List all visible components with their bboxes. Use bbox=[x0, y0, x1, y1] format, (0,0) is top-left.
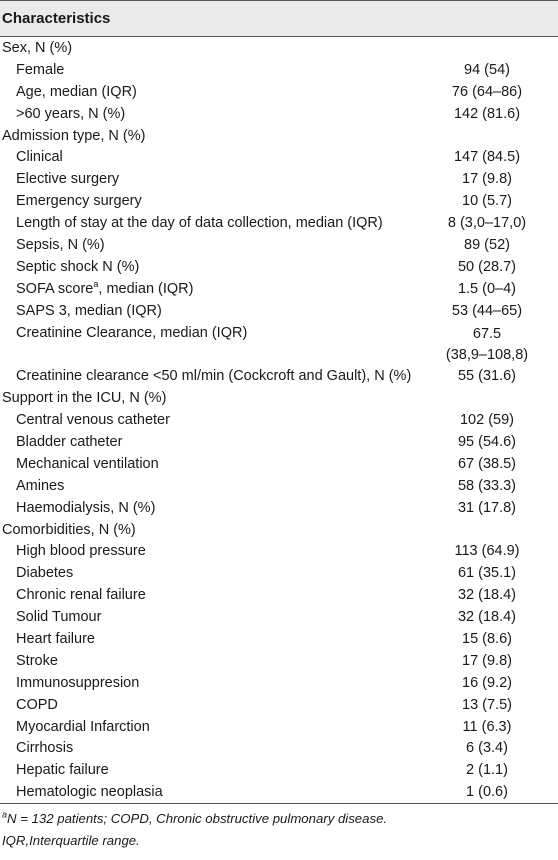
row-label-text: Solid Tumour bbox=[16, 609, 102, 626]
row-value-text: 17 (9.8) bbox=[462, 652, 512, 669]
row-label bbox=[2, 521, 136, 539]
row-label bbox=[2, 718, 150, 736]
row-label-text: Hepatic failure bbox=[16, 762, 109, 779]
row-value-text: 13 (7.5) bbox=[462, 696, 512, 713]
table-row bbox=[0, 322, 558, 366]
table-row bbox=[0, 475, 558, 497]
row-value bbox=[421, 652, 553, 670]
row-label-text: COPD bbox=[16, 696, 58, 713]
row-value bbox=[421, 433, 553, 451]
row-label bbox=[2, 477, 64, 495]
row-value bbox=[421, 630, 553, 648]
row-value bbox=[421, 499, 553, 517]
row-label bbox=[2, 783, 163, 801]
row-value-text: 61 (35.1) bbox=[457, 565, 517, 582]
row-value bbox=[421, 608, 553, 626]
row-value bbox=[421, 542, 553, 560]
row-value-text: 67 (38.5) bbox=[457, 455, 517, 472]
table-row bbox=[0, 278, 558, 300]
row-value-text: 94 (54) bbox=[464, 61, 510, 78]
row-label-text: SOFA score bbox=[16, 280, 94, 297]
row-value-text: 10 (5.7) bbox=[462, 193, 512, 210]
table-row bbox=[0, 409, 558, 431]
row-label-text: Septic shock N (%) bbox=[16, 258, 140, 275]
row-label-text: Emergency surgery bbox=[16, 193, 142, 210]
row-label bbox=[2, 586, 146, 604]
row-label-text: Myocardial Infarction bbox=[16, 718, 150, 735]
row-label-text: Bladder catheter bbox=[16, 433, 123, 450]
row-label-text: Heart failure bbox=[16, 631, 95, 647]
section-header-row bbox=[0, 387, 558, 409]
footnote-line-1 bbox=[2, 808, 556, 830]
row-label bbox=[2, 761, 109, 779]
row-label bbox=[2, 367, 411, 385]
row-value bbox=[421, 105, 553, 123]
table-row bbox=[0, 300, 558, 322]
footnote-text-1: N = 132 patients; COPD, Chronic obstructive pulmonary disease. bbox=[7, 811, 388, 827]
row-value bbox=[421, 564, 553, 582]
table-row bbox=[0, 672, 558, 694]
row-value-text: 32 (18.4) bbox=[457, 609, 517, 626]
row-label bbox=[2, 302, 162, 320]
row-label-text: Mechanical ventilation bbox=[16, 455, 159, 472]
row-value-text: 53 (44–65) bbox=[451, 302, 523, 319]
row-label bbox=[2, 83, 137, 101]
row-value-text: 67.5 bbox=[472, 325, 502, 342]
row-label-text: Sepsis, N (%) bbox=[16, 236, 105, 253]
row-label-text: Amines bbox=[16, 477, 65, 494]
table-header bbox=[0, 0, 558, 37]
row-value bbox=[421, 214, 553, 232]
table-row bbox=[0, 453, 558, 475]
row-label bbox=[2, 499, 155, 517]
row-value-text: 58 (33.3) bbox=[457, 477, 517, 494]
row-value-text: 6 (3.4) bbox=[466, 740, 508, 757]
row-value bbox=[421, 324, 553, 366]
row-label-text: Haemodialysis, N (%) bbox=[16, 499, 156, 516]
table-row bbox=[0, 716, 558, 738]
row-label-text: Elective surgery bbox=[16, 171, 120, 188]
table-row bbox=[0, 781, 558, 803]
table-row bbox=[0, 497, 558, 519]
row-value bbox=[421, 696, 553, 714]
row-label bbox=[2, 192, 142, 210]
row-label-text: Chronic renal failure bbox=[16, 587, 146, 604]
row-label-text: Female bbox=[16, 61, 65, 78]
table-row bbox=[0, 562, 558, 584]
row-label-text: Cirrhosis bbox=[16, 740, 74, 757]
row-value bbox=[421, 411, 553, 429]
row-label-text: Comorbidities, N (%) bbox=[2, 521, 136, 538]
table-footnote bbox=[0, 804, 558, 851]
table-row bbox=[0, 628, 558, 650]
row-value bbox=[421, 258, 553, 276]
row-value-text: 55 (31.6) bbox=[457, 368, 517, 385]
row-label bbox=[2, 105, 125, 123]
row-value-text: 31 (17.8) bbox=[457, 499, 517, 516]
row-label-text: High blood pressure bbox=[16, 543, 146, 560]
row-label-text: Creatinine Clearance, median (IQR) bbox=[16, 324, 248, 341]
footnote-line-2: IQR,Interquartile range. bbox=[2, 832, 140, 848]
row-label bbox=[2, 564, 73, 582]
row-value-text: 76 (64–86) bbox=[451, 83, 523, 100]
table-row bbox=[0, 541, 558, 563]
row-value bbox=[421, 718, 553, 736]
row-label bbox=[2, 236, 105, 254]
row-label bbox=[2, 739, 73, 757]
row-label bbox=[2, 652, 58, 670]
row-label bbox=[2, 127, 145, 145]
row-label-text: Creatinine clearance <50 ml/min (Cockcroft and Gault), N (%) bbox=[16, 368, 412, 385]
row-label-text: SAPS 3, median (IQR) bbox=[16, 302, 162, 319]
row-value bbox=[421, 170, 553, 188]
row-label-text: Support in the ICU, N (%) bbox=[2, 390, 167, 407]
row-value-text: 142 (81.6) bbox=[453, 105, 521, 122]
row-label-text: Sex, N (%) bbox=[2, 39, 73, 56]
row-label bbox=[2, 608, 101, 626]
row-value-text: 147 (84.5) bbox=[453, 149, 521, 166]
row-label-text: Diabetes bbox=[16, 565, 74, 582]
table-row bbox=[0, 431, 558, 453]
row-label-text: >60 years, N (%) bbox=[16, 105, 126, 122]
row-value bbox=[421, 280, 553, 298]
table-row bbox=[0, 606, 558, 628]
row-label-text: Length of stay at the day of data collection, median (IQR) bbox=[16, 215, 383, 232]
row-value bbox=[421, 302, 553, 320]
row-value-text: 50 (28.7) bbox=[457, 258, 517, 275]
row-value-text: 17 (9.8) bbox=[462, 171, 512, 188]
section-header-row bbox=[0, 125, 558, 147]
row-value-text: 89 (52) bbox=[464, 236, 510, 253]
header-title: Characteristics bbox=[2, 10, 111, 27]
footnote-marker: a bbox=[2, 809, 8, 820]
row-value-text: 1.5 (0–4) bbox=[457, 280, 517, 297]
row-label bbox=[2, 280, 193, 298]
row-value bbox=[421, 61, 553, 79]
row-label bbox=[2, 389, 166, 407]
row-label-suffix: , median (IQR) bbox=[98, 280, 194, 297]
table-row bbox=[0, 694, 558, 716]
table-row bbox=[0, 759, 558, 781]
row-label-text: Hematologic neoplasia bbox=[16, 784, 163, 801]
row-value-text: 8 (3,0–17,0) bbox=[447, 215, 527, 232]
row-label bbox=[2, 455, 159, 473]
row-value bbox=[421, 586, 553, 604]
row-value bbox=[421, 761, 553, 779]
row-value bbox=[421, 236, 553, 254]
row-value-text: 11 (6.3) bbox=[462, 718, 512, 735]
row-label-text: Immunosuppresion bbox=[16, 674, 140, 691]
table-row bbox=[0, 738, 558, 760]
table-row bbox=[0, 650, 558, 672]
row-value bbox=[421, 192, 553, 210]
row-label bbox=[2, 39, 72, 57]
row-value bbox=[421, 477, 553, 495]
table-row bbox=[0, 234, 558, 256]
row-value-text: 16 (9.2) bbox=[462, 674, 512, 691]
row-label bbox=[2, 696, 58, 714]
table-row bbox=[0, 584, 558, 606]
row-label bbox=[2, 433, 122, 451]
row-value-text: 32 (18.4) bbox=[457, 587, 517, 604]
row-value bbox=[421, 148, 553, 166]
table-row bbox=[0, 365, 558, 387]
row-value-text-continued: (38,9–108,8) bbox=[445, 346, 529, 363]
row-label-text: Age, median (IQR) bbox=[16, 83, 137, 100]
table-row bbox=[0, 59, 558, 81]
row-value bbox=[421, 739, 553, 757]
row-label-text: Admission type, N (%) bbox=[2, 127, 146, 144]
section-header-row bbox=[0, 37, 558, 59]
row-value-text: 1 (0.6) bbox=[466, 784, 508, 801]
row-label bbox=[2, 674, 139, 692]
row-label bbox=[2, 148, 63, 166]
row-value bbox=[421, 674, 553, 692]
table-row bbox=[0, 256, 558, 278]
row-value-text: 102 (59) bbox=[459, 412, 514, 429]
row-label bbox=[2, 630, 95, 648]
table-row bbox=[0, 168, 558, 190]
row-value bbox=[421, 455, 553, 473]
row-value-text: 95 (54.6) bbox=[457, 433, 517, 450]
row-value-text: 15 (8.6) bbox=[462, 631, 512, 647]
table-row bbox=[0, 81, 558, 103]
row-value bbox=[421, 83, 553, 101]
row-value-text: 113 (64.9) bbox=[454, 543, 520, 560]
row-label bbox=[2, 61, 64, 79]
row-label bbox=[2, 324, 247, 342]
row-label-text: Stroke bbox=[16, 652, 58, 669]
row-label bbox=[2, 258, 139, 276]
row-label bbox=[2, 170, 119, 188]
footnote-marker: a bbox=[93, 278, 99, 289]
row-label-text: Central venous catheter bbox=[16, 412, 170, 429]
table-body bbox=[0, 37, 558, 804]
row-label-text: Clinical bbox=[16, 149, 63, 166]
row-label bbox=[2, 542, 146, 560]
row-value bbox=[421, 783, 553, 801]
table-row bbox=[0, 212, 558, 234]
table-row bbox=[0, 103, 558, 125]
row-label bbox=[2, 214, 383, 232]
row-value bbox=[421, 367, 553, 385]
row-value-text: 2 (1.1) bbox=[466, 762, 508, 779]
section-header-row bbox=[0, 519, 558, 541]
table-row bbox=[0, 146, 558, 168]
table-row bbox=[0, 190, 558, 212]
row-label bbox=[2, 411, 170, 429]
